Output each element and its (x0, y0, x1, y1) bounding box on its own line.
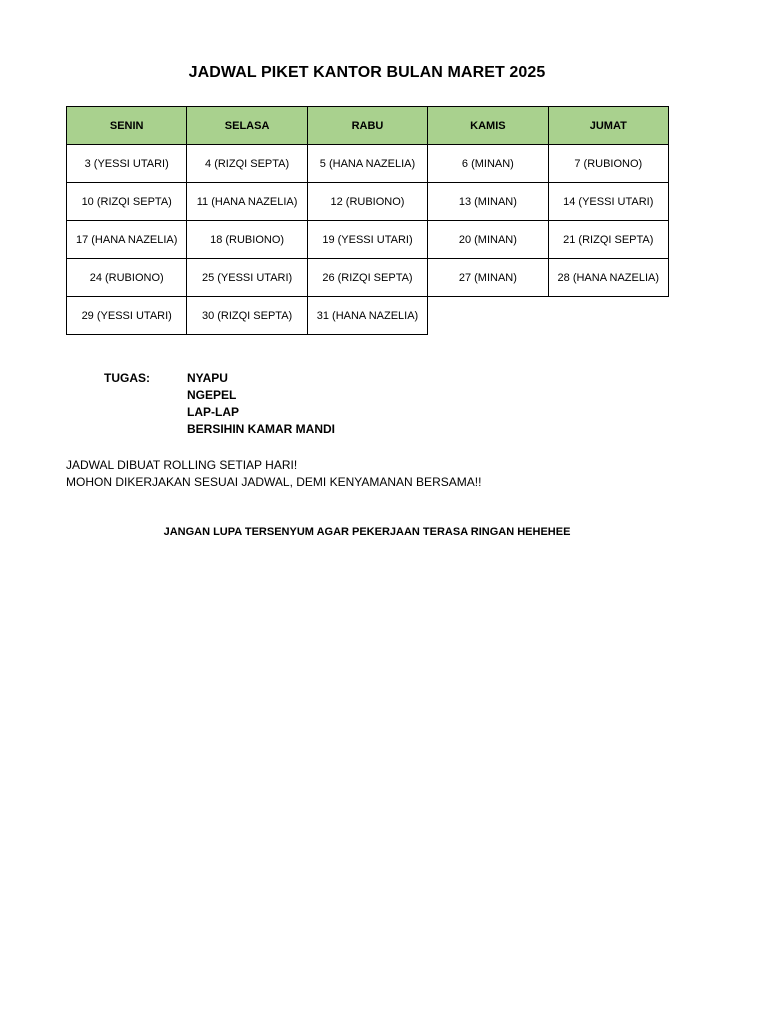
table-cell: 4 (RIZQI SEPTA) (187, 145, 307, 183)
table-cell: 7 (RUBIONO) (548, 145, 668, 183)
column-header-jumat: JUMAT (548, 107, 668, 145)
table-cell: 6 (MINAN) (428, 145, 548, 183)
task-item: NGEPEL (187, 388, 237, 402)
column-header-rabu: RABU (307, 107, 427, 145)
table-cell: 20 (MINAN) (428, 221, 548, 259)
table-cell: 10 (RIZQI SEPTA) (67, 183, 187, 221)
document-title: JADWAL PIKET KANTOR BULAN MARET 2025 (188, 64, 546, 81)
table-cell: 12 (RUBIONO) (307, 183, 427, 221)
task-item: NYAPU (187, 371, 228, 385)
table-cell: 13 (MINAN) (428, 183, 548, 221)
empty-cell (428, 297, 548, 335)
footer-message: JANGAN LUPA TERSENYUM AGAR PEKERJAAN TERASA RINGAN HEHEHEE (163, 526, 571, 538)
table-cell: 19 (YESSI UTARI) (307, 221, 427, 259)
tasks-list (187, 371, 335, 439)
empty-cell (548, 297, 668, 335)
schedule-table (66, 106, 669, 335)
column-header-kamis: KAMIS (428, 107, 548, 145)
table-cell: 3 (YESSI UTARI) (67, 145, 187, 183)
tasks-label: TUGAS: (104, 371, 150, 385)
table-cell: 18 (RUBIONO) (187, 221, 307, 259)
table-cell: 27 (MINAN) (428, 259, 548, 297)
table-cell: 5 (HANA NAZELIA) (307, 145, 427, 183)
table-cell: 25 (YESSI UTARI) (187, 259, 307, 297)
table-row (67, 221, 669, 259)
table-cell: 17 (HANA NAZELIA) (67, 221, 187, 259)
table-cell: 24 (RUBIONO) (67, 259, 187, 297)
table-cell: 14 (YESSI UTARI) (548, 183, 668, 221)
notes (66, 458, 481, 492)
table-cell: 28 (HANA NAZELIA) (548, 259, 668, 297)
table-cell: 11 (HANA NAZELIA) (187, 183, 307, 221)
column-header-senin: SENIN (67, 107, 187, 145)
table-cell: 26 (RIZQI SEPTA) (307, 259, 427, 297)
note-request: MOHON DIKERJAKAN SESUAI JADWAL, DEMI KENYAMANAN BERSAMA!! (66, 475, 482, 489)
table-cell: 29 (YESSI UTARI) (67, 297, 187, 335)
task-item: BERSIHIN KAMAR MANDI (187, 422, 335, 436)
table-cell: 21 (RIZQI SEPTA) (548, 221, 668, 259)
table-row (67, 259, 669, 297)
note-rolling: JADWAL DIBUAT ROLLING SETIAP HARI! (66, 458, 298, 472)
table-cell: 31 (HANA NAZELIA) (307, 297, 427, 335)
table-row (67, 145, 669, 183)
table-header-row (67, 107, 669, 145)
table-row (67, 183, 669, 221)
column-header-selasa: SELASA (187, 107, 307, 145)
task-item: LAP-LAP (187, 405, 239, 419)
table-row (67, 297, 669, 335)
table-cell: 30 (RIZQI SEPTA) (187, 297, 307, 335)
